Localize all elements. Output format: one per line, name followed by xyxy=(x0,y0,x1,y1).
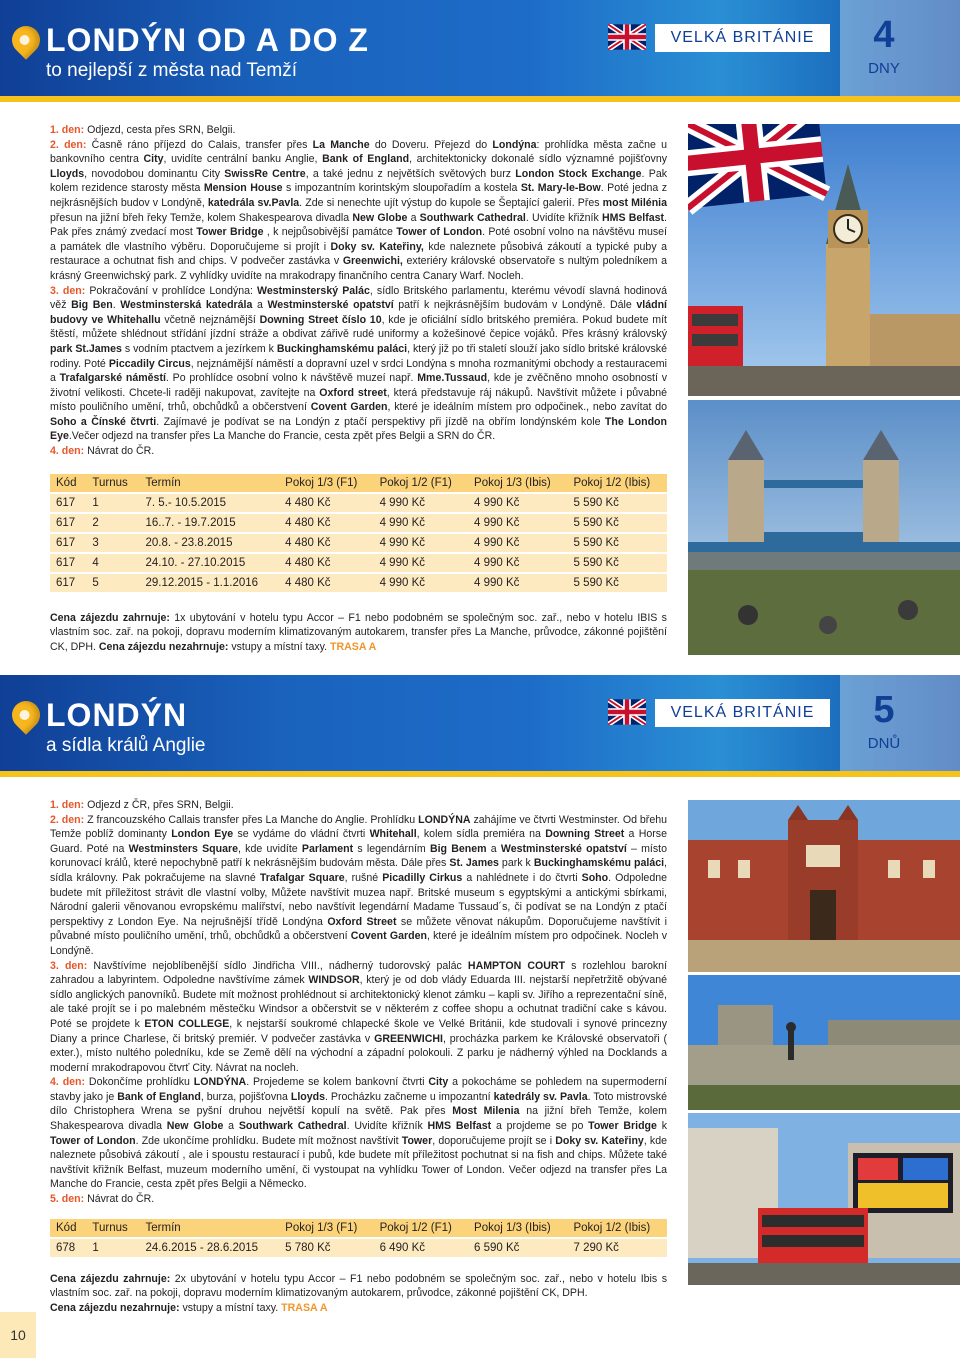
highlight-text: Westminsterský Palác xyxy=(257,284,370,297)
itinerary-day xyxy=(50,959,667,1076)
table-cell: 4 990 Kč xyxy=(374,534,468,552)
trip2-title: LONDÝN xyxy=(46,697,188,733)
itinerary-text: včetně nejznámější xyxy=(160,313,260,326)
itinerary-day xyxy=(50,123,667,138)
includes-text: 1x ubytování v hotelu typu Accor – F1 nebo podobném se společným soc. zař., nebo v hotelu IBIS s vlastním soc. zař. na pokoji, dopravu moderním klimatizovaným autokarem, transfer přes La Manche, průvodce, zákonné pojištění CK, DPH. xyxy=(50,612,667,653)
itinerary-text: , který je od dob vlády Eduarda III. nejstarší nepřetržitě obývané sídlo anglických panovníků. Budete mít možnost prohlédnout si architektonický klenot zámku – kapli sv. Jiřího a reprezentační síně, ale také projít se i po malebném městečku Windsor a občerstvit se v některém z coffee shopu a ochutnat tradiční cake s kávou. Poté se projdete k xyxy=(50,974,668,1030)
itinerary-day xyxy=(50,798,667,813)
table-cell: 24.10. - 27.10.2015 xyxy=(140,554,280,572)
itinerary-text: se vydáme do vládní čtvrti xyxy=(233,828,370,841)
highlight-text: Oxford Street xyxy=(327,915,397,928)
highlight-text: Picadilly Cirkus xyxy=(382,871,463,884)
itinerary-text: , kde uvidíte xyxy=(238,842,302,855)
itinerary-text: . Poté jedna z nejkrásnějších budov v Londýně, xyxy=(50,182,667,209)
table-cell: 6 490 Kč xyxy=(374,1239,468,1257)
itinerary-text: . Pak přes známý zvedací most xyxy=(50,211,667,239)
itinerary-text: Pokračování v prohlídce Londýna: xyxy=(85,284,258,297)
table-cell: 4 990 Kč xyxy=(468,494,567,512)
itinerary-text: , nejznámější náměstí a dopravní uzel v srdci Londýna s mnoha rozmanitými obchody a restauracemi a xyxy=(50,357,667,385)
itinerary-text: . Projedeme se kolem bankovní čtvrti xyxy=(246,1076,429,1089)
itinerary-text: . Uvidíte křižník xyxy=(346,1120,428,1133)
day-label: 2. den: xyxy=(50,138,87,151)
highlight-text: Westminsterská katedrála xyxy=(120,299,253,312)
includes-text: 2x ubytování v hotelu typu Accor – F1 nebo podobném se společným soc. zař., nebo v hotelu Ibis s vlastním soc. zař. na pokoji, dopravu moderním klimatizovaným autokarem, průvodce, zákonné pojištění CK, DPH. xyxy=(50,1273,667,1300)
itinerary-text: a Horse Guard. Poté na xyxy=(50,828,667,855)
highlight-text: Big Ben xyxy=(71,299,113,312)
itinerary-text: . Toto mistrovské dílo Christophera Wrena se pyšní druhou největší kopulí na světě. Pak přes xyxy=(50,1090,667,1118)
day-label: 4. den: xyxy=(50,1076,86,1089)
highlight-text: Covent Garden xyxy=(310,401,388,414)
itinerary-text: , k nejpůsobivější památce xyxy=(263,226,397,239)
trip1-country-label: VELKÁ BRITÁNIE xyxy=(655,24,830,52)
highlight-text: Westminsters Square xyxy=(128,842,239,855)
itinerary-text: , procházka parkem ke Královské observatoři ( exter.), místo nultého poledníku, kde se Země dělí na východní a západní polokouli. Z parku je nádherný výhled na Docklands a moderní mrakodrapovou čtvrť City. Návrat na nocleh. xyxy=(50,1032,667,1074)
itinerary-text: , sídlo Britského parlamentu, kterému vévodí slavná hodinová věž xyxy=(50,284,667,312)
highlight-text: Greenwichi, xyxy=(342,255,403,268)
column-header: Pokoj 1/2 (F1) xyxy=(374,474,468,492)
itinerary-text: Z francouzského Callais transfer přes La Manche do Anglie. Prohlídku xyxy=(84,813,419,826)
trip2-days-word: DNŮ xyxy=(867,735,901,752)
itinerary-day xyxy=(50,1192,667,1207)
highlight-text: Tower of London xyxy=(396,226,483,239)
excludes-text: vstupy a místní taxy. xyxy=(179,1301,282,1314)
highlight-text: vládní budovy ve Whitehallu xyxy=(50,299,668,326)
table-cell: 4 480 Kč xyxy=(279,554,373,572)
highlight-text: Tower of London xyxy=(50,1134,136,1147)
uk-flag-icon xyxy=(608,699,646,725)
itinerary-text: a xyxy=(252,299,268,312)
highlight-text: City xyxy=(143,153,164,166)
itinerary-text: . Zajímavé je podívat se na Londýn z ptačí perspektivy při jízdě na obřím londýnském kole xyxy=(156,415,605,428)
highlight-text: London Stock Exchange xyxy=(515,167,642,180)
itinerary-text: kde naleznete působivá zákoutí a typické puby a restaurace a ochutnat fish and chips. V podvečer zastávka v xyxy=(50,240,667,268)
excludes-label: Cena zájezdu nezahrnuje: xyxy=(98,640,229,653)
column-header: Pokoj 1/2 (Ibis) xyxy=(567,1219,667,1237)
highlight-text: Lloyds xyxy=(290,1090,326,1103)
day-label: 1. den: xyxy=(50,124,85,136)
highlight-text: New Globe xyxy=(166,1120,224,1133)
highlight-text: Trafalgarské náměstí xyxy=(59,372,166,385)
itinerary-text: , kde je zvěčněno mnoho osobností v životní velikosti. Chcete-li raději nakupovat, zavítejte na xyxy=(50,372,668,399)
table-cell: 2 xyxy=(86,514,139,532)
highlight-text: katedrála sv.Pavla xyxy=(207,196,300,209)
itinerary-text: Návrat do ČR. xyxy=(84,445,155,458)
column-header: Pokoj 1/2 (Ibis) xyxy=(567,474,667,492)
trip1-price-note xyxy=(50,611,667,654)
itinerary-text: a pokocháme se pohledem na supermoderní stavby jako je xyxy=(50,1076,667,1103)
highlight-text: Southwark Cathedral xyxy=(419,211,526,224)
itinerary-text: . Zde si nenechte ujít výstup do kupole se Šeptající galerií. Přes xyxy=(299,196,603,209)
big-ben-photo xyxy=(688,124,960,396)
itinerary-text: Dokončíme prohlídku xyxy=(85,1076,194,1089)
windsor-castle-photo xyxy=(688,975,960,1110)
itinerary-text: . Odpoledne budete mít příležitost strávit dle vlastní volby, Můžete navštívit muzea např. Britské museum s egyptskými a antickými sbírkami, Národní galerii věnovanou evropskému malířství, nebo navštívit legendární Madame Tussaud´s, či podívat se na Londýn z ptačí perspektivy z London Eye. Na nejrušnější třídě Londýna xyxy=(50,871,667,928)
table-cell: 29.12.2015 - 1.1.2016 xyxy=(140,574,280,592)
highlight-text: Downing Street xyxy=(545,828,625,841)
includes-label: Cena zájezdu zahrnuje: xyxy=(50,1273,171,1285)
itinerary-text: , které je ideálním místem pro odpočinek. Nocleh v Londýně. xyxy=(50,930,668,957)
itinerary-text: , uvidíte centrální banku Anglie, xyxy=(163,153,323,166)
highlight-text: Tower Bridge xyxy=(588,1120,657,1133)
table-cell: 4 990 Kč xyxy=(374,514,468,532)
highlight-text: Parlament xyxy=(301,842,354,855)
highlight-text: St. James xyxy=(449,857,499,870)
itinerary-text: park k xyxy=(498,857,534,870)
table-cell: 4 990 Kč xyxy=(468,534,567,552)
table-cell: 617 xyxy=(50,534,86,552)
highlight-text: HMS Belfast xyxy=(427,1120,492,1133)
itinerary-text: k xyxy=(656,1120,667,1133)
highlight-text: Big Benem xyxy=(429,842,487,855)
highlight-text: most Milénia xyxy=(602,196,668,209)
column-header: Pokoj 1/3 (F1) xyxy=(279,474,373,492)
highlight-text: Londýna xyxy=(492,138,537,151)
table-cell: 5 590 Kč xyxy=(567,494,667,512)
itinerary-text: , k nejstarší soukromé chlapecké škole ve Velké Británii, kde studovali i synové princezny Diany a prince Charlese, či britský premiér. V podvečer zastávka v xyxy=(50,1017,667,1045)
trip2-subtitle: a sídla králů Anglie xyxy=(46,735,206,756)
table-row xyxy=(50,1239,667,1257)
trip1-days-number: 4 xyxy=(873,14,895,56)
trip1-title: LONDÝN OD A DO Z xyxy=(46,22,369,58)
itinerary-text: . Zde ukončíme prohlídku. Budete mít možnost navštívit xyxy=(135,1134,402,1147)
highlight-text: Westminsterské opatství xyxy=(500,842,627,855)
highlight-text: Westminsterské opatství xyxy=(267,299,394,312)
itinerary-text: . xyxy=(112,299,121,312)
itinerary-text: , architektonicky dokonalé sídlo významné pojišťovny xyxy=(409,153,668,166)
table-cell: 4 990 Kč xyxy=(468,514,567,532)
location-pin-icon xyxy=(6,695,46,735)
trip2-itinerary xyxy=(50,798,667,1207)
table-header-row xyxy=(50,1219,667,1237)
table-cell: 1 xyxy=(86,494,139,512)
itinerary-text: Odjezd z ČR, přes SRN, Belgii. xyxy=(84,799,234,811)
column-header: Termín xyxy=(140,474,280,492)
itinerary-text: se můžete věnovat nákupům. Doporučujeme navštívit i půvabné místo pouličního umění, trhů, obchůdků a občerstvení xyxy=(50,915,667,943)
table-cell: 16..7. - 19.7.2015 xyxy=(140,514,280,532)
itinerary-text: , kde je oficiální sídlo britského premiéra. Pokud budete mít štěstí, můžete shlédnout střídání jízdní stráže a obdivat zářivě rudé uniformy a kožešinové čepice vojáků. Přes krásný královský xyxy=(50,313,667,341)
column-header: Pokoj 1/3 (Ibis) xyxy=(468,474,567,492)
itinerary-text: exteriéry královské observatoře s nultým poledníkem a krásný Greenwichský park. Z vyhlídky uvidíte na mrakodrapy finančního centra Canary Warf. Nocleh. xyxy=(50,255,667,282)
itinerary-text: Odjezd, cesta přes SRN, Belgii. xyxy=(84,124,236,136)
highlight-text: Lloyds xyxy=(50,167,85,180)
table-cell: 4 990 Kč xyxy=(374,554,468,572)
highlight-text: Downing Street číslo 10 xyxy=(259,313,382,326)
highlight-text: Southwark Cathedral xyxy=(238,1120,347,1133)
location-pin-icon xyxy=(6,20,46,60)
table-cell: 7. 5.- 10.5.2015 xyxy=(140,494,280,512)
highlight-text: Doky sv. Kateřiny, xyxy=(330,240,424,253)
highlight-text: LONDÝNA xyxy=(193,1076,247,1089)
itinerary-text: , který již po tři staletí slouží jako sídlo britské královské rodiny. Poté xyxy=(50,342,667,370)
highlight-text: Whitehall xyxy=(369,828,417,841)
table-cell: 4 990 Kč xyxy=(468,554,567,572)
trip2-price-table xyxy=(50,1217,667,1259)
highlight-text: Most Milenia xyxy=(452,1105,520,1118)
itinerary-text: s impozantním korintským sloupořadím a kostela xyxy=(282,182,521,195)
table-cell: 678 xyxy=(50,1239,86,1257)
highlight-text: City xyxy=(428,1076,449,1089)
tower-bridge-photo xyxy=(688,400,960,655)
table-cell: 617 xyxy=(50,494,86,512)
table-cell: 617 xyxy=(50,514,86,532)
itinerary-day xyxy=(50,444,667,459)
highlight-text: ETON COLLEGE xyxy=(144,1017,230,1030)
highlight-text: Soho xyxy=(581,871,609,884)
highlight-text: Covent Garden xyxy=(350,930,427,943)
itinerary-text: , a také jednu z největších světových burz xyxy=(305,167,516,180)
highlight-text: WINDSOR xyxy=(308,974,360,987)
trip2-banner xyxy=(0,675,960,777)
route-label: TRASA A xyxy=(281,1301,328,1314)
table-row xyxy=(50,554,667,572)
highlight-text: LONDÝNA xyxy=(418,813,471,826)
highlight-text: Tower xyxy=(401,1134,433,1147)
table-cell: 3 xyxy=(86,534,139,552)
table-row xyxy=(50,534,667,552)
includes-label: Cena zájezdu zahrnuje: xyxy=(50,612,170,624)
table-cell: 5 590 Kč xyxy=(567,534,667,552)
trip1-days-word: DNY xyxy=(868,60,900,77)
itinerary-text: . Po prohlídce osobní volno k návštěvě muzeí např. xyxy=(165,372,418,385)
itinerary-text: s rozlehlou barokní zahradou a labyrintem. Odpoledne navštívíme zámek xyxy=(50,959,668,987)
itinerary-text: a xyxy=(407,211,420,224)
highlight-text: Oxford street xyxy=(319,386,387,399)
highlight-text: La Manche xyxy=(312,138,370,151)
column-header: Kód xyxy=(50,1219,86,1237)
highlight-text: Doky sv. Kateřiny xyxy=(555,1134,644,1147)
hampton-court-photo xyxy=(688,800,960,972)
excludes-label: Cena zájezdu nezahrnuje: xyxy=(50,1301,180,1314)
itinerary-text: na jižní břeh Temže, kolem Shakespearova divadla xyxy=(50,1105,667,1133)
table-cell: 4 xyxy=(86,554,139,572)
itinerary-day xyxy=(50,1075,667,1192)
itinerary-text: , rušné xyxy=(344,871,383,884)
itinerary-text: . Poté osobní volno na návštěvu museí a památek dle vlastního výběru. Doporučujeme si projít i xyxy=(50,226,667,253)
table-cell: 5 590 Kč xyxy=(567,514,667,532)
itinerary-text: , novodobou dominantu City xyxy=(84,167,225,180)
itinerary-text: , kolem sídla premiéra na xyxy=(416,828,546,841)
highlight-text: GREENWICHI xyxy=(374,1032,443,1045)
table-cell: 5 590 Kč xyxy=(567,574,667,592)
table-cell: 6 590 Kč xyxy=(468,1239,567,1257)
highlight-text: SwissRe Centre xyxy=(224,167,306,180)
highlight-text: Tower Bridge xyxy=(196,226,264,239)
itinerary-text: . Procházku začneme u impozantní xyxy=(325,1090,494,1103)
itinerary-text: do Doveru. Přejezd do xyxy=(369,138,493,151)
column-header: Kód xyxy=(50,474,86,492)
itinerary-text: s vodním ptactvem a jezírkem k xyxy=(121,342,277,355)
trip1-price-table xyxy=(50,472,667,594)
itinerary-text: patří k nejkrásnějším budovám v Londýně. Dále xyxy=(393,299,637,312)
highlight-text: New Globe xyxy=(352,211,408,224)
table-cell: 5 590 Kč xyxy=(567,554,667,572)
itinerary-text: , doporučujeme projít se i xyxy=(432,1134,556,1147)
highlight-text: St. Mary-le-Bow xyxy=(520,182,601,195)
highlight-text: HAMPTON COURT xyxy=(467,959,566,972)
itinerary-text: s legendárním xyxy=(353,842,430,855)
table-header-row xyxy=(50,474,667,492)
highlight-text: HMS Belfast xyxy=(601,211,665,224)
itinerary-day xyxy=(50,138,667,284)
table-cell: 4 990 Kč xyxy=(374,574,468,592)
day-label: 5. den: xyxy=(50,1193,85,1206)
highlight-text: Buckinghamskému paláci xyxy=(276,342,408,355)
uk-flag-icon xyxy=(608,24,646,50)
itinerary-text: a projdeme se po xyxy=(491,1120,589,1133)
highlight-text: The London Eye xyxy=(50,415,667,443)
table-cell: 4 990 Kč xyxy=(468,574,567,592)
table-cell: 4 480 Kč xyxy=(279,574,373,592)
page-number: 10 xyxy=(0,1312,36,1358)
highlight-text: park St.James xyxy=(50,342,122,355)
highlight-text: Trafalgar Square xyxy=(259,871,345,884)
table-cell: 24.6.2015 - 28.6.2015 xyxy=(140,1239,280,1257)
piccadilly-circus-photo xyxy=(688,1113,960,1285)
highlight-text: Mension House xyxy=(203,182,283,195)
itinerary-text: , která představuje ráj nákupů. Navštívit můžete i půvabné místo pouličního umění, trhů, obchůdků a občerstvení xyxy=(50,386,668,414)
itinerary-text: , kde naleznete působivá zákoutí , ale i spoustu restaurací i pubů, kde budete mít příležitost pochutnat si na fish and chips. Můžete také navštívit křižník Belfast, muzeum moderního umění, či vystoupat na vyhlídku Tower of London. Večer odjezd na transfer přes La Manche do Francie, cesta zpět přes Belgii a Německo. xyxy=(50,1134,668,1191)
column-header: Turnus xyxy=(86,1219,139,1237)
highlight-text: Bank of England xyxy=(322,153,410,166)
table-cell: 1 xyxy=(86,1239,139,1257)
day-label: 3. den: xyxy=(50,959,88,972)
itinerary-text: a xyxy=(486,842,501,855)
itinerary-text: zahájíme ve čtvrti Westminster. Od břehu Temže poblíž dominanty xyxy=(50,813,668,841)
itinerary-text: a nahlédnete i do čtvrti xyxy=(462,871,582,884)
highlight-text: Buckinghamskému paláci xyxy=(533,857,665,870)
table-cell: 4 990 Kč xyxy=(374,494,468,512)
table-row xyxy=(50,514,667,532)
itinerary-text: .Večer odjezd na transfer přes La Manche do Francie, cesta zpět přes Belgii a SRN do ČR. xyxy=(68,430,496,443)
itinerary-text: Navštívíme nejoblíbenější sídlo Jindřicha VIII., nádherný tudorovský palác xyxy=(87,959,468,972)
highlight-text: London Eye xyxy=(171,828,234,841)
trip2-days-number: 5 xyxy=(873,689,895,731)
table-row xyxy=(50,574,667,592)
day-label: 2. den: xyxy=(50,813,85,826)
trip1-banner xyxy=(0,0,960,102)
trip2-country-label: VELKÁ BRITÁNIE xyxy=(655,699,830,727)
column-header: Termín xyxy=(140,1219,280,1237)
column-header: Pokoj 1/2 (F1) xyxy=(374,1219,468,1237)
day-label: 1. den: xyxy=(50,799,85,811)
column-header: Pokoj 1/3 (Ibis) xyxy=(468,1219,567,1237)
column-header: Turnus xyxy=(86,474,139,492)
itinerary-text: Návrat do ČR. xyxy=(84,1193,155,1206)
table-cell: 4 480 Kč xyxy=(279,494,373,512)
itinerary-text: – místo korunovací králů, které nepochybně patří k nekrásnějším budovám města. Dále přes xyxy=(50,842,667,870)
table-row xyxy=(50,494,667,512)
table-cell: 20.8. - 23.8.2015 xyxy=(140,534,280,552)
table-cell: 7 290 Kč xyxy=(567,1239,667,1257)
itinerary-day xyxy=(50,284,667,445)
table-cell: 5 xyxy=(86,574,139,592)
itinerary-text: . Uvidíte křižník xyxy=(525,211,602,224)
itinerary-text: , sídla královny. Pak pokračujeme na slavné xyxy=(50,857,667,884)
table-cell: 5 780 Kč xyxy=(279,1239,373,1257)
route-label: TRASA A xyxy=(330,640,377,653)
itinerary-text: přesun na jižní břeh řeky Temže, kolem Shakespearova divadla xyxy=(50,211,353,224)
table-cell: 4 480 Kč xyxy=(279,534,373,552)
highlight-text: Mme.Tussaud xyxy=(417,372,488,385)
itinerary-text: , které je ideálním místem pro odpočinek., nebo zavítat do xyxy=(387,401,667,414)
highlight-text: katedrály sv. Pavla xyxy=(493,1090,588,1103)
trip1-subtitle: to nejlepší z města nad Temží xyxy=(46,60,297,81)
trip2-price-note xyxy=(50,1272,667,1315)
highlight-text: Bank of England xyxy=(117,1090,201,1103)
itinerary-text: . Pak kolem rezidence starosty města xyxy=(50,167,668,195)
column-header: Pokoj 1/3 (F1) xyxy=(279,1219,373,1237)
excludes-text: vstupy a místní taxy. xyxy=(228,640,331,653)
itinerary-day xyxy=(50,813,667,959)
highlight-text: Piccadily Circus xyxy=(108,357,191,370)
itinerary-text: : prohlídka města začne u bankovního centra xyxy=(50,138,668,166)
trip1-itinerary xyxy=(50,123,667,459)
day-label: 4. den: xyxy=(50,445,85,458)
itinerary-text: a xyxy=(223,1120,239,1133)
table-cell: 4 480 Kč xyxy=(279,514,373,532)
highlight-text: Soho a Čínské čtvrti xyxy=(50,415,157,428)
itinerary-text: , burza, pojišťovna xyxy=(200,1090,291,1103)
table-cell: 617 xyxy=(50,574,86,592)
table-cell: 617 xyxy=(50,554,86,572)
day-label: 3. den: xyxy=(50,284,86,297)
itinerary-text: Časně ráno příjezd do Calais, transfer přes xyxy=(86,138,313,151)
